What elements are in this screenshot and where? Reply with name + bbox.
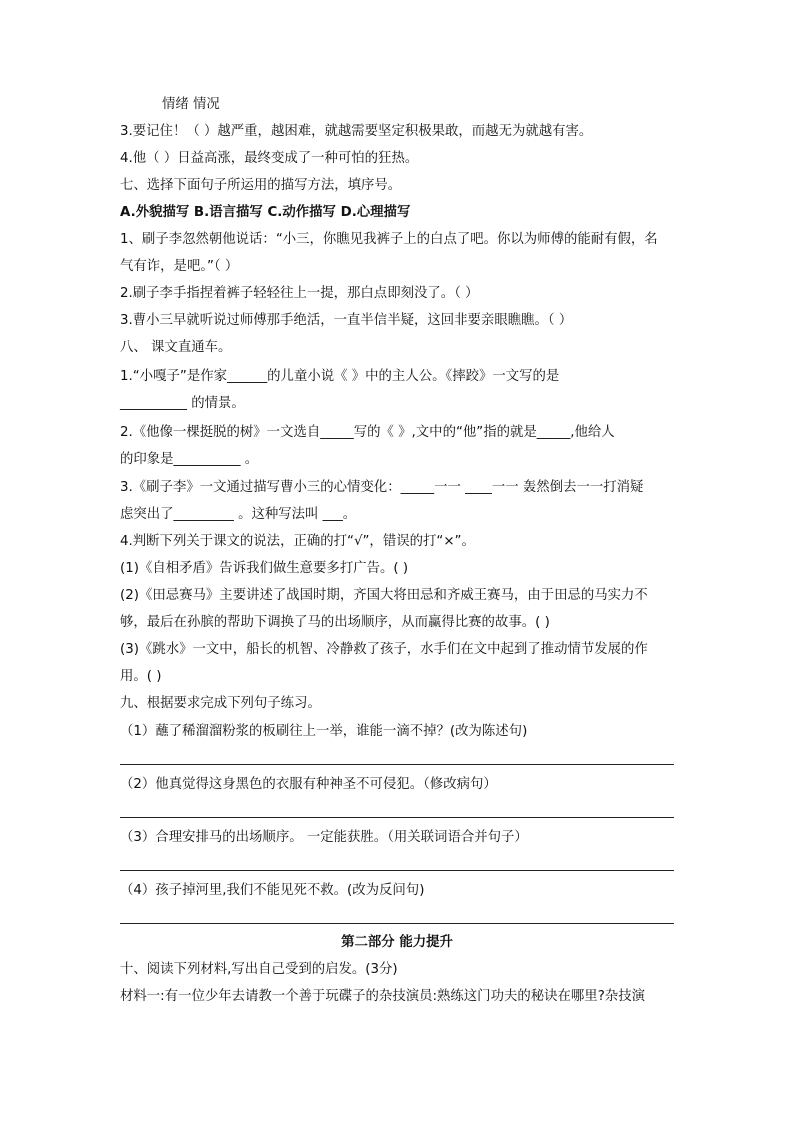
lesson-question-3-cont: 虑突出了_________ 。这种写法叫 ___。 <box>120 507 357 522</box>
material-1-text: 材料一:有一位少年去请教一个善于玩碟子的杂技演员:熟练这门功夫的秘诀在哪里?杂技演 <box>120 989 645 1004</box>
lesson-question-4: 4.判断下列关于课文的说法，正确的打“√”，错误的打“×”。 <box>120 534 475 549</box>
sentence-exercise-1: （1）蘸了稀溜溜粉浆的板刷往上一举，谁能一滴不掉？(改为陈述句) <box>120 724 528 739</box>
lesson-question-3: 3.《刷子李》一文通过描写曹小三的心情变化：_____一一 ____一一 轰然倒去一一打消疑 <box>120 480 644 495</box>
section-8-heading: 八、 课文直通车。 <box>120 340 232 355</box>
answer-line-4 <box>120 923 674 924</box>
answer-line-3 <box>120 870 674 871</box>
judgement-item-1: (1)《自相矛盾》告诉我们做生意要多打广告。( ) <box>120 561 409 576</box>
judgement-item-2: (2)《田忌赛马》主要讲述了战国时期，齐国大将田忌和齐威王赛马，由于田忌的马实力不 <box>120 588 648 603</box>
judgement-item-2-cont: 够，最后在孙膑的帮助下调换了马的出场顺序，从而赢得比赛的故事。( ) <box>120 615 550 630</box>
description-method-options: A.外貌描写 B.语言描写 C.动作描写 D.心理描写 <box>120 205 411 220</box>
choice-question-1-cont: 气有诈，是吧。”（ ） <box>120 259 239 274</box>
choice-question-1: 1、刷子李忽然朝他说话：“小三，你瞧见我裤子上的白点了吧。你以为师傅的能耐有假，名 <box>120 232 658 247</box>
fill-blank-question-3: 3.要记住！（ ）越严重，越困难，就越需要坚定积极果敢，而越无为就越有害。 <box>120 124 593 139</box>
section-7-heading: 七、选择下面句子所运用的描写方法，填序号。 <box>120 178 402 193</box>
sentence-exercise-3: （3）合理安排马的出场顺序。 一定能获胜。（用关联词语合并句子） <box>120 830 528 845</box>
answer-line-2 <box>120 817 674 818</box>
lesson-question-2: 2.《他像一棵挺脱的树》一文选自_____写的《 》,文中的“他”指的就是_____,他给人 <box>120 425 615 440</box>
part-2-title: 第二部分 能力提升 <box>341 935 453 950</box>
judgement-item-3-cont: 用。( ) <box>120 669 162 684</box>
choice-question-2: 2.刷子李手指捏着裤子轻轻往上一提，那白点即刻没了。（ ） <box>120 286 479 301</box>
lesson-question-1: 1.“小嘎子”是作家______的儿童小说《 》中的主人公。《摔跤》一文写的是 <box>120 369 560 384</box>
lesson-question-2-cont: 的印象是__________ 。 <box>120 452 259 467</box>
sentence-exercise-4: （4）孩子掉河里,我们不能见死不救。(改为反问句) <box>120 883 425 898</box>
lesson-question-1-cont: __________ 的情景。 <box>120 396 245 411</box>
answer-line-1 <box>120 764 674 765</box>
word-options-line: 情绪 情况 <box>162 97 220 112</box>
section-9-heading: 九、根据要求完成下列句子练习。 <box>120 696 321 711</box>
judgement-item-3: (3)《跳水》一文中，船长的机智、冷静救了孩子，水手们在文中起到了推动情节发展的作 <box>120 642 648 657</box>
fill-blank-question-4: 4.他（ ）日益高涨，最终变成了一种可怕的狂热。 <box>120 151 419 166</box>
section-10-heading: 十、阅读下列材料,写出自己受到的启发。(3分) <box>120 962 398 977</box>
choice-question-3: 3.曹小三早就听说过师傅那手绝活，一直半信半疑，这回非要亲眼瞧瞧。（ ） <box>120 313 573 328</box>
sentence-exercise-2: （2）他真觉得这身黑色的衣服有种神圣不可侵犯。（修改病句） <box>120 777 497 792</box>
